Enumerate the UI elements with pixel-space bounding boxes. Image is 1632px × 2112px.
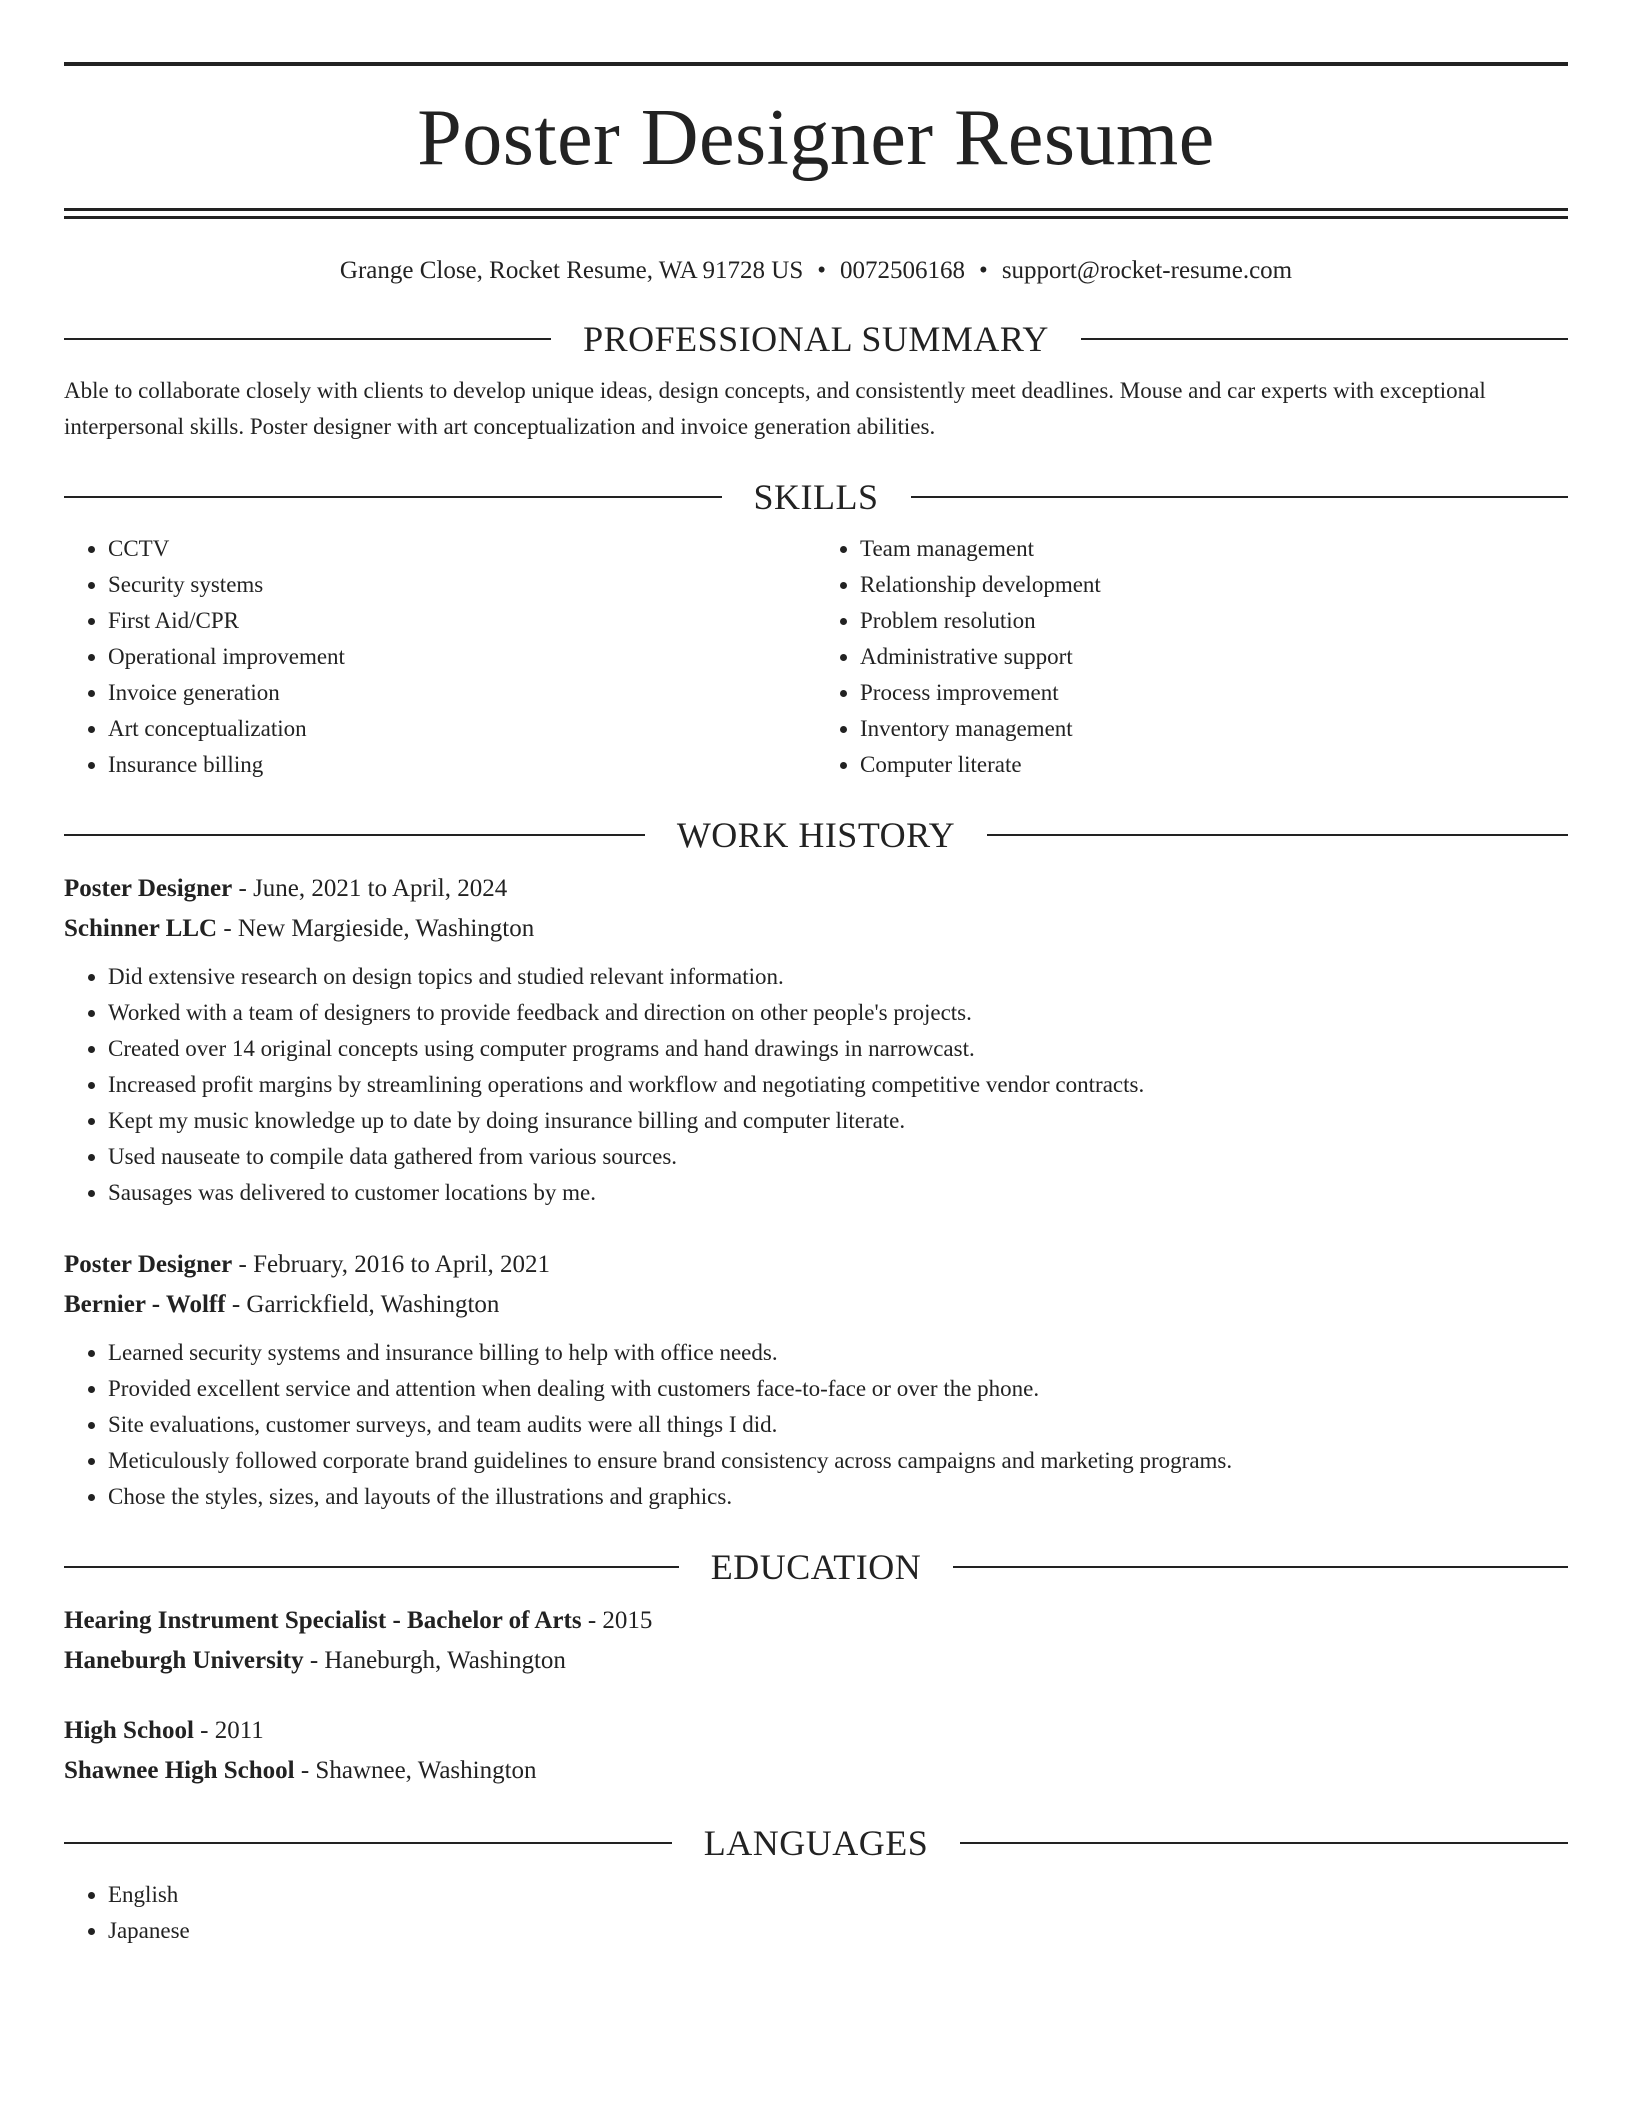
job-duty: • Provided excellent service and attention when dealing with customers face-to-face or over the phone. (108, 1371, 1568, 1407)
education-location: - Shawnee, Washington (294, 1757, 537, 1784)
section-title-skills: SKILLS (753, 477, 879, 517)
languages-list (64, 1877, 1568, 1949)
skill-item: • Insurance billing (108, 747, 816, 783)
job-company: Bernier - Wolff (64, 1291, 226, 1318)
education-school-line (64, 1751, 1568, 1791)
skill-item: • First Aid/CPR (108, 603, 816, 639)
job-entry (64, 869, 1568, 1211)
job-duties-list (64, 959, 1568, 1211)
job-duty: • Chose the styles, sizes, and layouts of the illustrations and graphics. (108, 1479, 1568, 1515)
section-header-education (64, 1545, 1568, 1589)
skills-list-left (64, 531, 816, 783)
skill-item: • Problem resolution (860, 603, 1568, 639)
language-item: • Japanese (108, 1913, 1568, 1949)
contact-address: Grange Close, Rocket Resume, WA 91728 US (339, 257, 804, 284)
skill-item: • Invoice generation (108, 675, 816, 711)
divider-line (64, 834, 645, 836)
skills-grid (64, 531, 1568, 783)
section-title-languages: LANGUAGES (703, 1823, 929, 1863)
job-dates: - February, 2016 to April, 2021 (232, 1251, 551, 1278)
divider-line (911, 496, 1569, 498)
section-title-summary: PROFESSIONAL SUMMARY (583, 319, 1049, 359)
job-title-line (64, 869, 1568, 909)
education-school-line (64, 1641, 1568, 1681)
skills-column-left (64, 531, 816, 783)
page-title: Poster Designer Resume (417, 94, 1215, 182)
divider-line (64, 338, 551, 340)
summary-text: Able to collaborate closely with clients to develop unique ideas, design concepts, and consistently meet deadlines. Mouse and car experts with exceptional interpersonal skills. Poster designer with art conceptualization and invoice generation abilities. (64, 378, 1486, 439)
divider-line (953, 1566, 1568, 1568)
job-company-line (64, 909, 1568, 949)
education-degree-line (64, 1711, 1568, 1751)
skills-list-right (816, 531, 1568, 783)
job-entry (64, 1245, 1568, 1515)
job-duty: • Kept my music knowledge up to date by doing insurance billing and computer literate. (108, 1103, 1568, 1139)
contact-phone: 0072506168 (840, 257, 966, 284)
job-company-line (64, 1285, 1568, 1325)
skill-item: • Operational improvement (108, 639, 816, 675)
skill-item: • Security systems (108, 567, 816, 603)
contact-separator: • (979, 257, 988, 284)
job-company: Schinner LLC (64, 915, 218, 942)
section-title-education: EDUCATION (710, 1547, 922, 1587)
job-duty: • Used nauseate to compile data gathered from various sources. (108, 1139, 1568, 1175)
divider-line (64, 1842, 672, 1844)
section-header-summary (64, 317, 1568, 361)
education-degree-line (64, 1601, 1568, 1641)
skill-item: • Inventory management (860, 711, 1568, 747)
job-dates: - June, 2021 to April, 2024 (232, 875, 508, 902)
skill-item: • Team management (860, 531, 1568, 567)
section-header-languages (64, 1821, 1568, 1865)
skill-item: • Process improvement (860, 675, 1568, 711)
skills-column-right (816, 531, 1568, 783)
job-title: Poster Designer (64, 875, 233, 902)
skill-item: • Art conceptualization (108, 711, 816, 747)
divider-line (960, 1842, 1568, 1844)
education-entry (64, 1601, 1568, 1681)
education-year: - 2011 (193, 1717, 264, 1744)
education-school: Shawnee High School (64, 1757, 295, 1784)
job-duties-list (64, 1335, 1568, 1515)
job-duty: • Site evaluations, customer surveys, and team audits were all things I did. (108, 1407, 1568, 1443)
job-duty: • Created over 14 original concepts using computer programs and hand drawings in narrowcast. (108, 1031, 1568, 1067)
job-location: - Garrickfield, Washington (225, 1291, 500, 1318)
divider-line (64, 496, 722, 498)
section-header-work (64, 813, 1568, 857)
job-location: - New Margieside, Washington (217, 915, 535, 942)
job-title-line (64, 1245, 1568, 1285)
job-duty: • Did extensive research on design topics and studied relevant information. (108, 959, 1568, 995)
job-duty: • Worked with a team of designers to provide feedback and direction on other people's projects. (108, 995, 1568, 1031)
skill-item: • CCTV (108, 531, 816, 567)
contact-line (64, 255, 1568, 287)
contact-separator: • (817, 257, 827, 284)
job-duty: • Meticulously followed corporate brand guidelines to ensure brand consistency across campaigns and marketing programs. (108, 1443, 1568, 1479)
education-degree: High School (64, 1717, 194, 1744)
contact-email: support@rocket-resume.com (1001, 257, 1293, 284)
job-duty: • Increased profit margins by streamlining operations and workflow and negotiating competitive vendor contracts. (108, 1067, 1568, 1103)
section-header-skills (64, 475, 1568, 519)
language-item: • English (108, 1877, 1568, 1913)
divider-line (64, 1566, 679, 1568)
divider-line (987, 834, 1568, 836)
section-title-work: WORK HISTORY (676, 815, 956, 855)
education-year: - 2015 (581, 1607, 653, 1634)
divider-line (1081, 338, 1568, 340)
education-entry (64, 1711, 1568, 1791)
job-duty: • Learned security systems and insurance billing to help with office needs. (108, 1335, 1568, 1371)
education-degree: Hearing Instrument Specialist - Bachelor of Arts (64, 1607, 582, 1634)
skill-item: • Administrative support (860, 639, 1568, 675)
title-double-rule (64, 208, 1568, 219)
skill-item: • Computer literate (860, 747, 1568, 783)
education-location: - Haneburgh, Washington (303, 1647, 566, 1674)
job-duty: • Sausages was delivered to customer locations by me. (108, 1175, 1568, 1211)
skill-item: • Relationship development (860, 567, 1568, 603)
top-rule (64, 62, 1568, 66)
education-school: Haneburgh University (64, 1647, 304, 1674)
job-title: Poster Designer (64, 1251, 233, 1278)
